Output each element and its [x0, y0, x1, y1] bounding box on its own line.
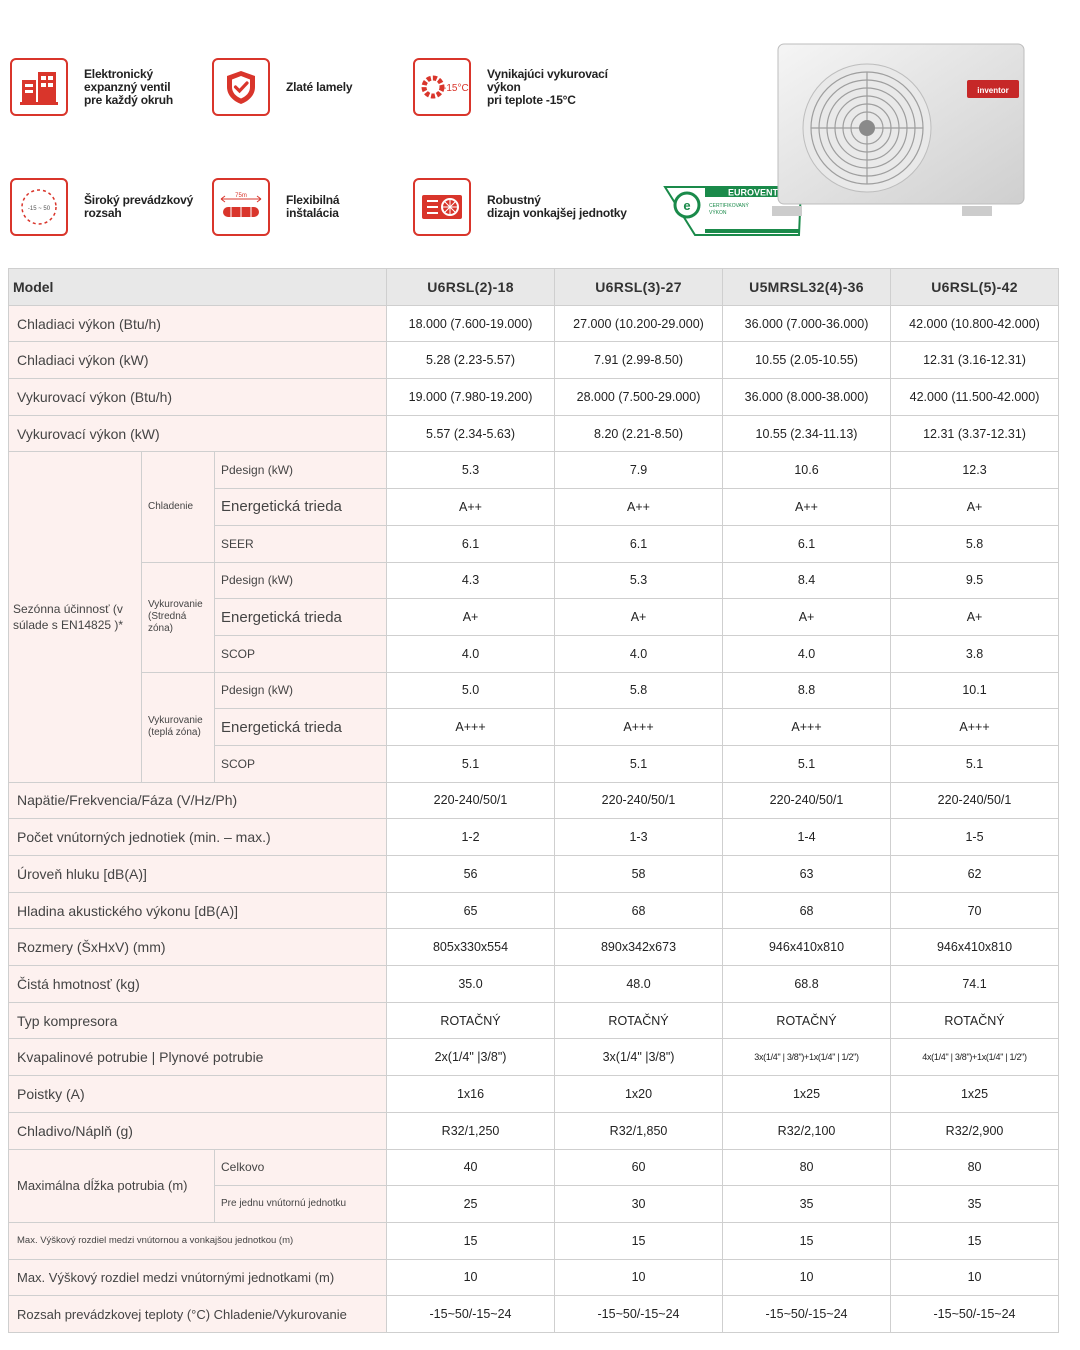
value-cell: 1-2 — [387, 819, 555, 856]
value-cell: 18.000 (7.600-19.000) — [387, 305, 555, 342]
table-row — [9, 305, 1059, 342]
feature-golden-fins — [212, 58, 352, 116]
value-cell: 35 — [723, 1186, 891, 1223]
table-row — [9, 892, 1059, 929]
table-row — [9, 819, 1059, 856]
value-cell: 4.3 — [387, 562, 555, 599]
value-cell: 15 — [891, 1222, 1059, 1259]
value-cell: 35.0 — [387, 966, 555, 1003]
value-cell: 220-240/50/1 — [723, 782, 891, 819]
value-cell: A+ — [891, 489, 1059, 526]
value-cell: 28.000 (7.500-29.000) — [555, 379, 723, 416]
value-cell: 2x(1/4" |3/8") — [387, 1039, 555, 1076]
row-label: Hladina akustického výkonu [dB(A)] — [9, 892, 387, 929]
feature-low-temp-heating — [413, 58, 608, 116]
value-cell: -15~50/-15~24 — [723, 1296, 891, 1333]
value-cell: ROTAČNÝ — [387, 1002, 555, 1039]
value-cell: 4.0 — [387, 635, 555, 672]
table-row — [9, 1149, 1059, 1186]
value-cell: 220-240/50/1 — [555, 782, 723, 819]
value-cell: 62 — [891, 856, 1059, 893]
value-cell: 3x(1/4" | 3/8")+1x(1/4" | 1/2") — [723, 1039, 891, 1076]
value-cell: 68 — [555, 892, 723, 929]
row-label: Chladiaci výkon (Btu/h) — [9, 305, 387, 342]
feature-label: Vynikajúci vykurovací výkon pri teplote -15°C — [487, 66, 608, 107]
model-header: Model — [9, 269, 387, 306]
row-label: Max. Výškový rozdiel medzi vnútornou a vonkajšou jednotkou (m) — [9, 1222, 387, 1259]
pipe-length-label: Maximálna dĺžka potrubia (m) — [9, 1149, 215, 1222]
table-row — [9, 1112, 1059, 1149]
value-cell: 10.1 — [891, 672, 1059, 709]
value-cell: 56 — [387, 856, 555, 893]
value-cell: A+++ — [555, 709, 723, 746]
value-cell: 42.000 (11.500-42.000) — [891, 379, 1059, 416]
outdoor-unit-image — [772, 38, 1034, 222]
value-cell: 5.8 — [891, 525, 1059, 562]
value-cell: 1x16 — [387, 1076, 555, 1113]
value-cell: 36.000 (7.000-36.000) — [723, 305, 891, 342]
table-row — [9, 379, 1059, 416]
value-cell: 946x410x810 — [723, 929, 891, 966]
feature-label: Elektronický expanzný ventil pre každý okruh — [84, 66, 174, 107]
row-label: Vykurovací výkon (Btu/h) — [9, 379, 387, 416]
value-cell: 68.8 — [723, 966, 891, 1003]
seasonal-efficiency-label: Sezónna účinnosť (v súlade s EN14825 )* — [9, 452, 142, 782]
value-cell: ROTAČNÝ — [723, 1002, 891, 1039]
table-row — [9, 1222, 1059, 1259]
value-cell: 5.1 — [891, 745, 1059, 782]
value-cell: 220-240/50/1 — [387, 782, 555, 819]
table-row — [9, 966, 1059, 1003]
value-cell: 1x20 — [555, 1076, 723, 1113]
golden-fins-shield-icon — [212, 58, 270, 116]
range-icon-text: -15 ~ 50 — [27, 206, 51, 212]
row-label: Rozsah prevádzkovej teploty (°C) Chladenie/Vykurovanie — [9, 1296, 387, 1333]
pipe-length-row-label: Celkovo — [215, 1149, 387, 1186]
row-label: Typ kompresora — [9, 1002, 387, 1039]
value-cell: 10.6 — [723, 452, 891, 489]
value-cell: 4x(1/4" | 3/8")+1x(1/4" | 1/2") — [891, 1039, 1059, 1076]
row-label: Poistky (A) — [9, 1076, 387, 1113]
unit-brand: inventor — [977, 86, 1009, 95]
table-row — [9, 415, 1059, 452]
value-cell: 58 — [555, 856, 723, 893]
value-cell: 10 — [387, 1259, 555, 1296]
row-label: Počet vnútorných jednotiek (min. – max.) — [9, 819, 387, 856]
value-cell: 5.1 — [723, 745, 891, 782]
value-cell: 63 — [723, 856, 891, 893]
seasonal-group-label: Chladenie — [142, 452, 215, 562]
electronic-valve-icon — [10, 58, 68, 116]
value-cell: 9.5 — [891, 562, 1059, 599]
row-label: Vykurovací výkon (kW) — [9, 415, 387, 452]
value-cell: R32/1,250 — [387, 1112, 555, 1149]
value-cell: 890x342x673 — [555, 929, 723, 966]
seasonal-row-label: Pdesign (kW) — [215, 452, 387, 489]
pipe-icon-text: 75m — [235, 193, 247, 199]
seasonal-row-label: Energetická trieda — [215, 709, 387, 746]
feature-label: Flexibilná inštalácia — [286, 193, 340, 220]
value-cell: 6.1 — [723, 525, 891, 562]
value-cell: A+ — [387, 599, 555, 636]
value-cell: 805x330x554 — [387, 929, 555, 966]
seasonal-row-label: Pdesign (kW) — [215, 562, 387, 599]
value-cell: -15~50/-15~24 — [387, 1296, 555, 1333]
value-cell: 68 — [723, 892, 891, 929]
value-cell: 1x25 — [723, 1076, 891, 1113]
value-cell: -15~50/-15~24 — [555, 1296, 723, 1333]
row-label: Chladivo/Náplň (g) — [9, 1112, 387, 1149]
value-cell: 5.57 (2.34-5.63) — [387, 415, 555, 452]
value-cell: A+ — [555, 599, 723, 636]
value-cell: A+++ — [723, 709, 891, 746]
robust-unit-icon — [413, 178, 471, 236]
table-row — [9, 856, 1059, 893]
value-cell: 1-3 — [555, 819, 723, 856]
table-row — [9, 1296, 1059, 1333]
value-cell: 1-5 — [891, 819, 1059, 856]
model-column-header: U5MRSL32(4)-36 — [723, 269, 891, 306]
flexible-pipe-icon — [212, 178, 270, 236]
table-row — [9, 672, 1059, 709]
table-row — [9, 562, 1059, 599]
pipe-length-row-label: Pre jednu vnútornú jednotku — [215, 1186, 387, 1223]
value-cell: 40 — [387, 1149, 555, 1186]
value-cell: 25 — [387, 1186, 555, 1223]
value-cell: 10.55 (2.05-10.55) — [723, 342, 891, 379]
heating-minus15-icon — [413, 58, 471, 116]
table-row — [9, 782, 1059, 819]
table-row — [9, 452, 1059, 489]
feature-robust-design — [413, 178, 627, 236]
seasonal-row-label: Energetická trieda — [215, 489, 387, 526]
value-cell: 70 — [891, 892, 1059, 929]
value-cell: 3x(1/4" |3/8") — [555, 1039, 723, 1076]
table-row — [9, 1039, 1059, 1076]
value-cell: 10 — [555, 1259, 723, 1296]
feature-flexible-install — [212, 178, 339, 236]
value-cell: 5.3 — [387, 452, 555, 489]
row-label: Napätie/Frekvencia/Fáza (V/Hz/Ph) — [9, 782, 387, 819]
heating-icon-text: -15°C — [443, 83, 469, 94]
value-cell: 15 — [387, 1222, 555, 1259]
seasonal-row-label: SCOP — [215, 635, 387, 672]
seasonal-group-label: Vykurovanie (Stredná zóna) — [142, 562, 215, 672]
value-cell: 42.000 (10.800-42.000) — [891, 305, 1059, 342]
value-cell: A++ — [387, 489, 555, 526]
value-cell: R32/2,100 — [723, 1112, 891, 1149]
value-cell: 6.1 — [555, 525, 723, 562]
value-cell: 6.1 — [387, 525, 555, 562]
value-cell: 5.1 — [387, 745, 555, 782]
value-cell: -15~50/-15~24 — [891, 1296, 1059, 1333]
value-cell: 15 — [723, 1222, 891, 1259]
value-cell: 220-240/50/1 — [891, 782, 1059, 819]
value-cell: 5.0 — [387, 672, 555, 709]
feature-label: Robustný dizajn vonkajšej jednotky — [487, 193, 627, 220]
row-label: Chladiaci výkon (kW) — [9, 342, 387, 379]
value-cell: 4.0 — [723, 635, 891, 672]
wide-range-icon — [10, 178, 68, 236]
value-cell: 946x410x810 — [891, 929, 1059, 966]
value-cell: 5.8 — [555, 672, 723, 709]
value-cell: A+++ — [387, 709, 555, 746]
table-row — [9, 1076, 1059, 1113]
value-cell: 30 — [555, 1186, 723, 1223]
seasonal-row-label: Energetická trieda — [215, 599, 387, 636]
value-cell: 10 — [723, 1259, 891, 1296]
table-row — [9, 1259, 1059, 1296]
header-row — [9, 269, 1059, 306]
value-cell: 5.3 — [555, 562, 723, 599]
svg-text:e: e — [683, 198, 691, 213]
feature-wide-range — [10, 178, 193, 236]
row-label: Kvapalinové potrubie | Plynové potrubie — [9, 1039, 387, 1076]
seasonal-row-label: SCOP — [215, 745, 387, 782]
value-cell: R32/2,900 — [891, 1112, 1059, 1149]
feature-label: Zlaté lamely — [286, 79, 353, 94]
value-cell: 65 — [387, 892, 555, 929]
value-cell: 12.31 (3.16-12.31) — [891, 342, 1059, 379]
badge-line2: VÝKON — [709, 210, 727, 216]
value-cell: 3.8 — [891, 635, 1059, 672]
value-cell: ROTAČNÝ — [891, 1002, 1059, 1039]
model-column-header: U6RSL(3)-27 — [555, 269, 723, 306]
value-cell: 4.0 — [555, 635, 723, 672]
seasonal-row-label: Pdesign (kW) — [215, 672, 387, 709]
badge-line1: CERTIFIKOVANÝ — [709, 203, 749, 209]
value-cell: A+ — [723, 599, 891, 636]
value-cell: A++ — [555, 489, 723, 526]
value-cell: 80 — [723, 1149, 891, 1186]
value-cell: 5.1 — [555, 745, 723, 782]
value-cell: A++ — [723, 489, 891, 526]
value-cell: 8.4 — [723, 562, 891, 599]
value-cell: 74.1 — [891, 966, 1059, 1003]
value-cell: R32/1,850 — [555, 1112, 723, 1149]
table-row — [9, 1002, 1059, 1039]
feature-electronic-valve — [10, 58, 173, 116]
value-cell: 10 — [891, 1259, 1059, 1296]
seasonal-group-label: Vykurovanie (teplá zóna) — [142, 672, 215, 782]
value-cell: 48.0 — [555, 966, 723, 1003]
model-column-header: U6RSL(5)-42 — [891, 269, 1059, 306]
value-cell: ROTAČNÝ — [555, 1002, 723, 1039]
value-cell: 10.55 (2.34-11.13) — [723, 415, 891, 452]
value-cell: 60 — [555, 1149, 723, 1186]
value-cell: 5.28 (2.23-5.57) — [387, 342, 555, 379]
features-section — [0, 0, 1080, 265]
value-cell: A+ — [891, 599, 1059, 636]
value-cell: 35 — [891, 1186, 1059, 1223]
value-cell: 8.20 (2.21-8.50) — [555, 415, 723, 452]
value-cell: 12.3 — [891, 452, 1059, 489]
value-cell: 8.8 — [723, 672, 891, 709]
value-cell: 27.000 (10.200-29.000) — [555, 305, 723, 342]
row-label: Úroveň hluku [dB(A)] — [9, 856, 387, 893]
table-row — [9, 342, 1059, 379]
table-row — [9, 929, 1059, 966]
value-cell: 1-4 — [723, 819, 891, 856]
value-cell: A+++ — [891, 709, 1059, 746]
spec-table — [8, 268, 1059, 1333]
row-label: Čistá hmotnosť (kg) — [9, 966, 387, 1003]
value-cell: 7.91 (2.99-8.50) — [555, 342, 723, 379]
value-cell: 7.9 — [555, 452, 723, 489]
seasonal-row-label: SEER — [215, 525, 387, 562]
value-cell: 19.000 (7.980-19.200) — [387, 379, 555, 416]
row-label: Rozmery (ŠxHxV) (mm) — [9, 929, 387, 966]
value-cell: 1x25 — [891, 1076, 1059, 1113]
value-cell: 80 — [891, 1149, 1059, 1186]
badge-title: EUROVENT — [727, 187, 779, 198]
value-cell: 12.31 (3.37-12.31) — [891, 415, 1059, 452]
feature-label: Široký prevádzkový rozsah — [84, 193, 194, 220]
model-column-header: U6RSL(2)-18 — [387, 269, 555, 306]
row-label: Max. Výškový rozdiel medzi vnútornými jednotkami (m) — [9, 1259, 387, 1296]
value-cell: 15 — [555, 1222, 723, 1259]
value-cell: 36.000 (8.000-38.000) — [723, 379, 891, 416]
